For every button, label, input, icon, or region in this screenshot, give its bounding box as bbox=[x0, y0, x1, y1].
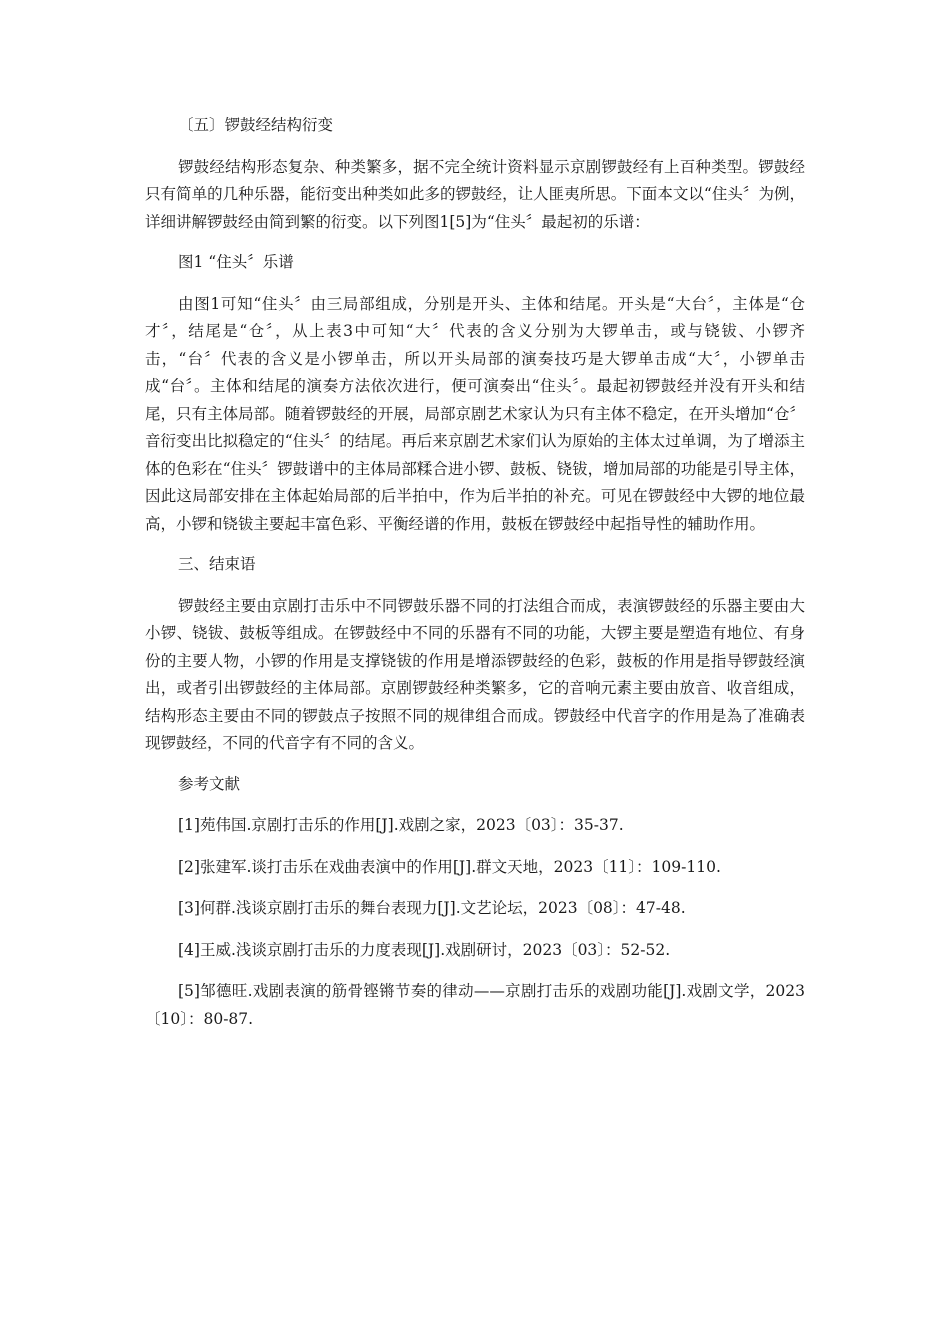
reference-item: [3]何群.浅谈京剧打击乐的舞台表现力[J].文艺论坛，2023〔08〕：47-48. bbox=[178, 899, 686, 917]
reference-item: [2]张建军.谈打击乐在戏曲表演中的作用[J].群文天地，2023〔11〕：109-110. bbox=[178, 857, 721, 876]
body-paragraph: 锣鼓经结构形态复杂、种类繁多，据不完全统计资料显示京剧锣鼓经有上百种类型。锣鼓经只有简单的几种乐器，能衍变出种类如此多的锣鼓经，让人匪夷所思。下面本文以“住头〞为例，详细讲解锣鼓经由简到繁的衍变。以下列图1[5]为“住头〞最起初的乐谱： bbox=[145, 157, 805, 231]
conclusion-heading: 三、结束语 bbox=[178, 555, 256, 573]
section-heading: 〔五〕锣鼓经结构衍变 bbox=[178, 116, 334, 134]
reference-item: [4]王威.浅谈京剧打击乐的力度表现[J].戏剧研讨，2023〔03〕：52-52. bbox=[178, 940, 671, 959]
document-body bbox=[145, 112, 805, 1033]
figure-caption: 图1 “住头〞乐谱 bbox=[178, 253, 294, 271]
body-paragraph: 锣鼓经主要由京剧打击乐中不同锣鼓乐器不同的打法组合而成，表演锣鼓经的乐器主要由大小锣、铙钹、鼓板等组成。在锣鼓经中不同的乐器有不同的功能，大锣主要是塑造有地位、有身份的主要人物，小锣的作用是支撑铙钹的作用是增添锣鼓经的色彩，鼓板的作用是指导锣鼓经演出，或者引出锣鼓经的主体局部。京剧锣鼓经种类繁多，它的音响元素主要由放音、收音组成，结构形态主要由不同的锣鼓点子按照不同的规律组合而成。锣鼓经中代音字的作用是為了准确表现锣鼓经，不同的代音字有不同的含义。 bbox=[145, 596, 805, 752]
reference-item: [5]邹德旺.戏剧表演的筋骨铿锵节奏的律动——京剧打击乐的戏剧功能[J].戏剧文学，2023〔10〕：80-87. bbox=[145, 982, 805, 1028]
references-heading: 参考文献 bbox=[178, 774, 241, 793]
reference-item: [1]苑伟国.京剧打击乐的作用[J].戏剧之家，2023〔03〕：35-37. bbox=[178, 816, 624, 834]
reference-list bbox=[145, 812, 805, 1033]
body-paragraph: 由图1可知“住头〞由三局部组成，分别是开头、主体和结尾。开头是“大台〞，主体是“仓才〞，结尾是“仓〞，从上表3中可知“大〞代表的含义分别为大锣单击，或与铙钹、小锣齐击，“台〞代表的含义是小锣单击，所以开头局部的演奏技巧是大锣单击成“大〞，小锣单击成“台〞。主体和结尾的演奏方法依次进行，便可演奏出“住头〞。最起初锣鼓经并没有开头和结尾，只有主体局部。随着锣鼓经的开展，局部京剧艺术家认为只有主体不稳定，在开头增加“仓〞音衍变出比拟稳定的“住头〞的结尾。再后来京剧艺术家们认为原始的主体太过单调，为了增添主体的色彩在“住头〞锣鼓谱中的主体局部糅合进小锣、鼓板、铙钹，增加局部的功能是引导主体，因此这局部安排在主体起始局部的后半拍中，作为后半拍的补充。可见在锣鼓经中大锣的地位最高，小锣和铙钹主要起丰富色彩、平衡经谱的作用，鼓板在锣鼓经中起指导性的辅助作用。 bbox=[145, 294, 805, 533]
